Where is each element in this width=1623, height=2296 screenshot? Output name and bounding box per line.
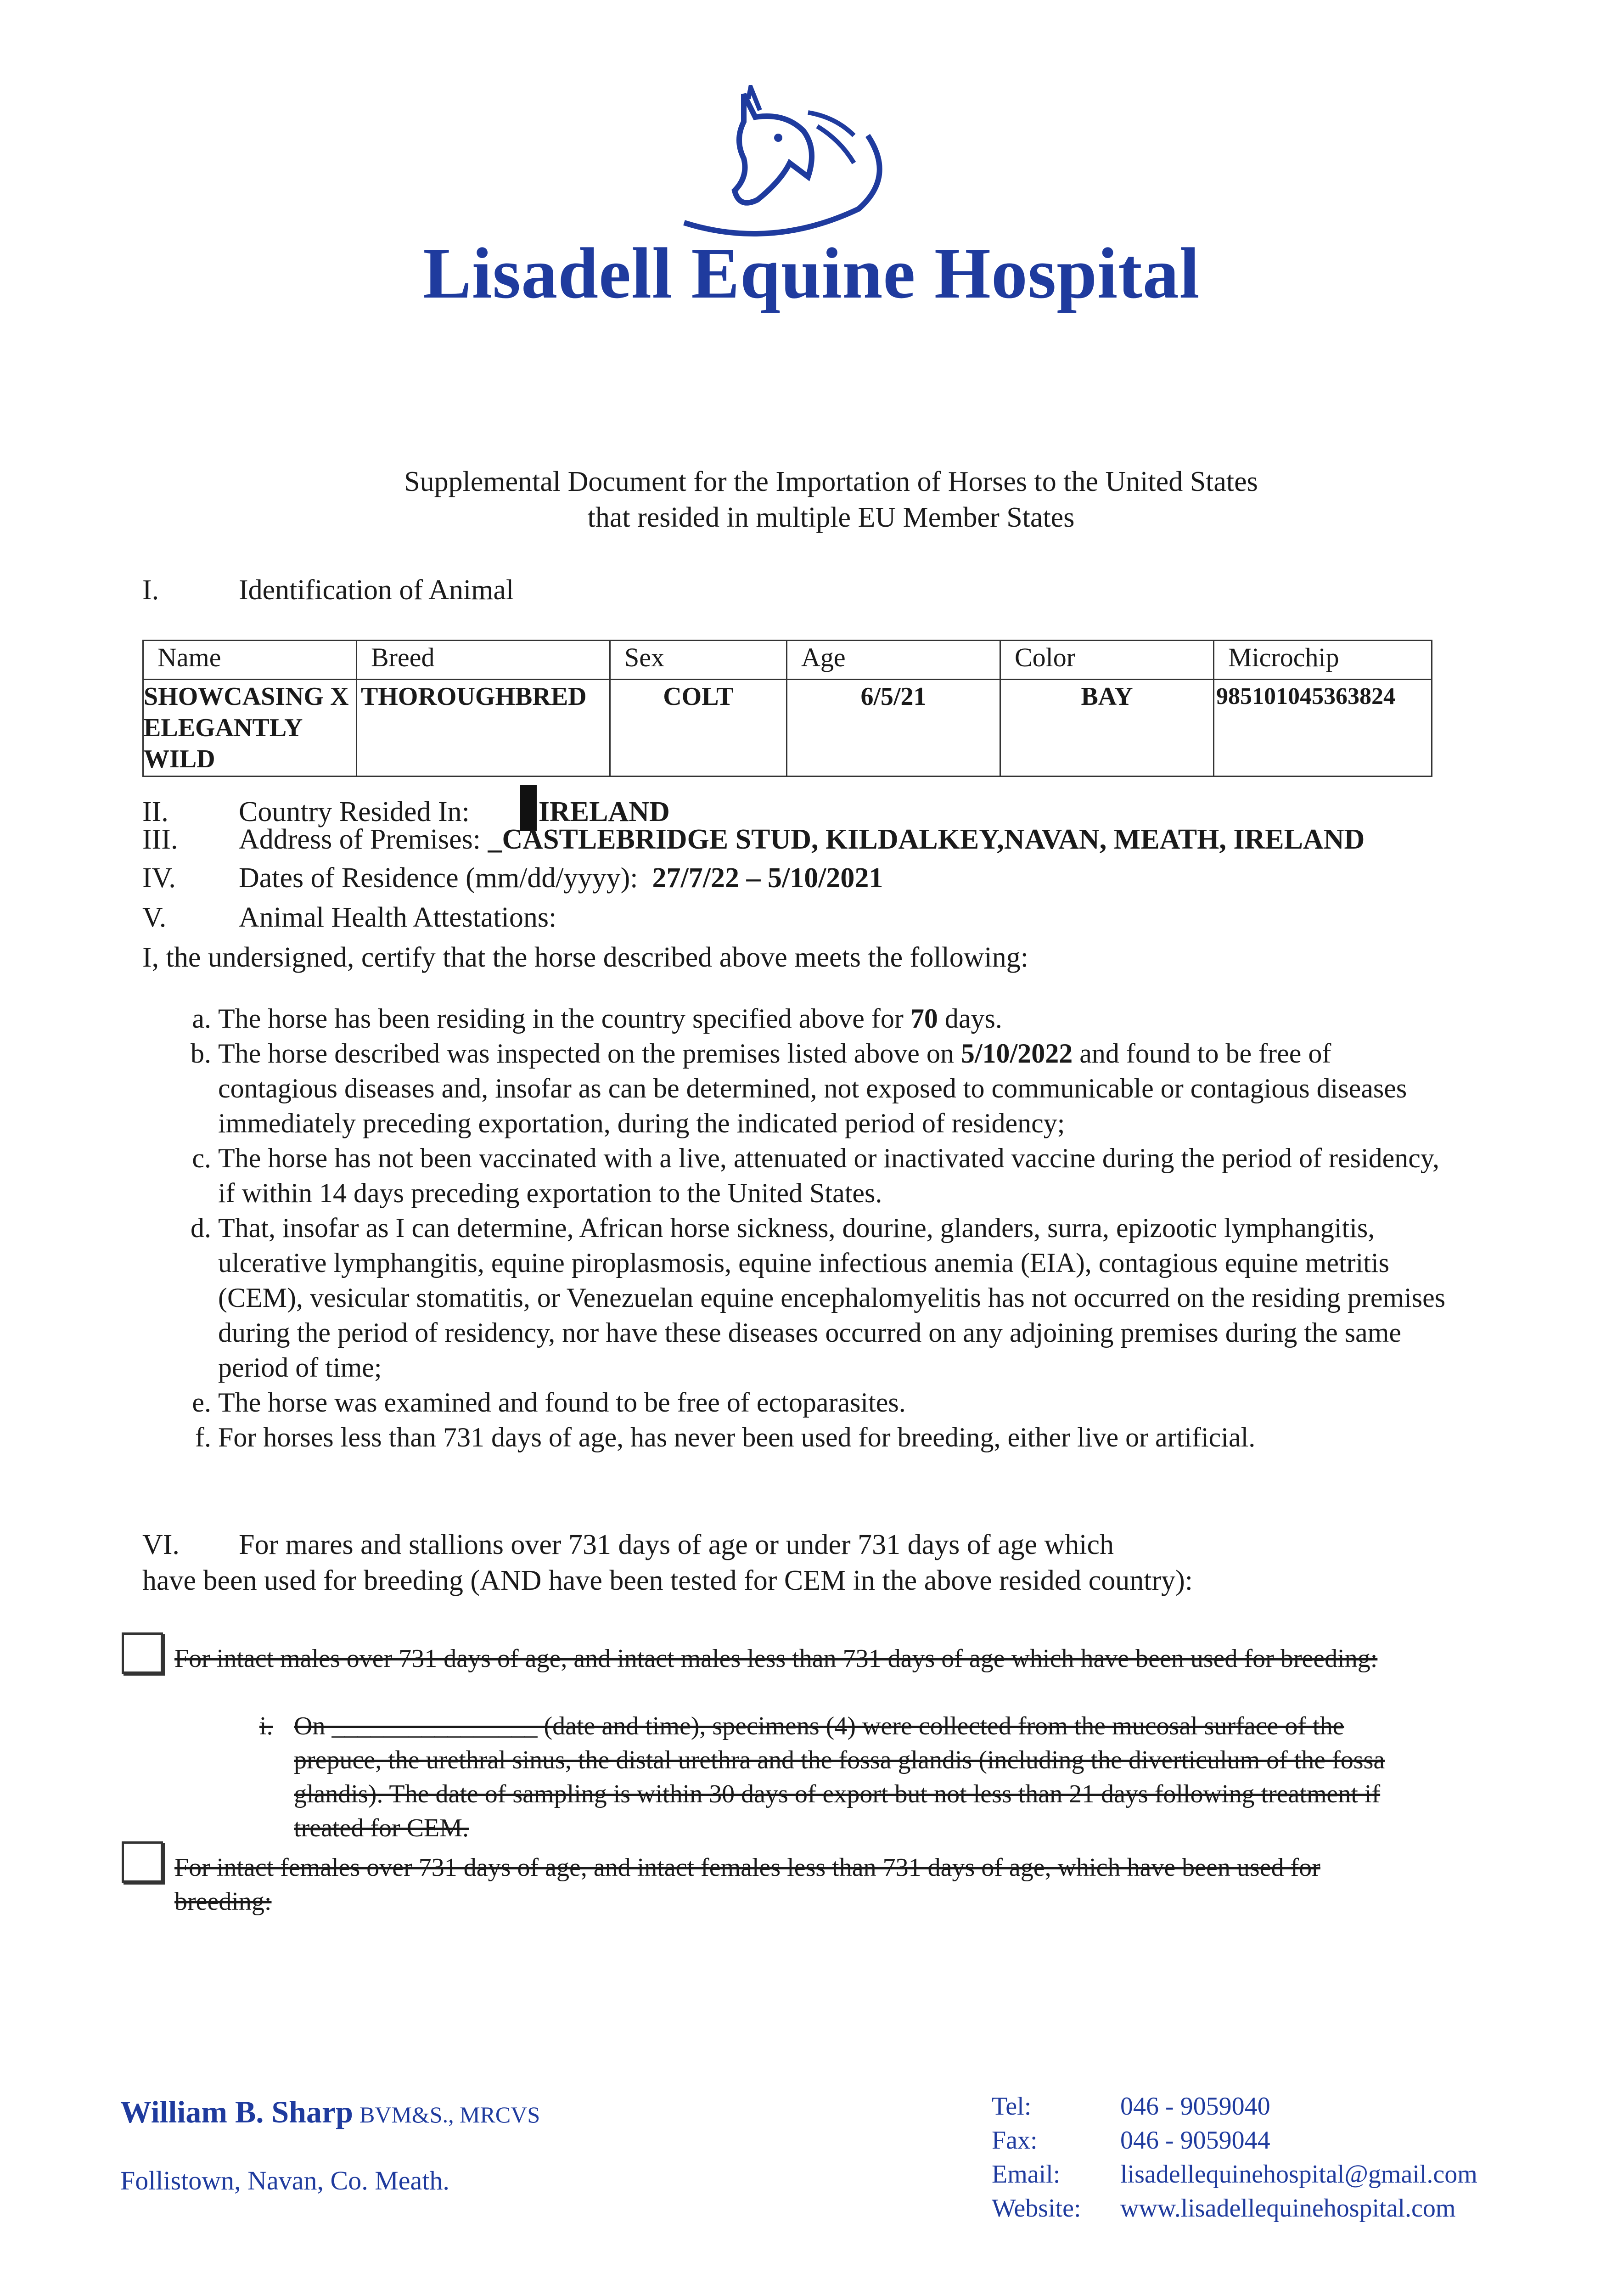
contact-value[interactable]: www.lisadellequinehospital.com [1120,2194,1456,2223]
contact-fax [992,2123,1477,2157]
list-item: d. That, insofar as I can determine, African horse sickness, dourine, glanders, surra, epizootic lymphangitis, ulcerative lymphangitis, equine piroplasmosis, equine infectious anemia (EIA), contagious equine metritis (CEM), vesicular stomatitis, or Venezuelan equine encephalomyelitis has not occurred on the residing premises during the period of residency, nor have these diseases occurred on any adjoining premises during the same period of time; [218,1210,1449,1385]
section-numeral: IV. [142,862,176,894]
vet-name-text: William B. Sharp [120,2094,353,2129]
contact-label: Tel: [992,2092,1032,2121]
section-numeral: II. [142,796,168,827]
list-item: e. The horse was examined and found to be free of ectoparasites. [218,1385,1449,1420]
header-sex: Sex [610,641,787,680]
contact-label: Fax: [992,2126,1038,2155]
hospital-name: Lisadell Equine Hospital [423,233,1200,314]
title-line-2: that resided in multiple EU Member States [587,502,1075,533]
country-label: Country Resided In: [239,796,470,827]
health-attestations-line [142,901,556,934]
table-row [143,680,1432,777]
section-numeral: V. [142,902,167,933]
list-item: c. The horse has not been vaccinated with a live, attenuated or inactivated vaccine during the period of residency, if within 14 days preceding exportation to the United States. [218,1141,1449,1210]
section-numeral: I. [142,574,159,606]
contact-email [992,2157,1477,2191]
address-line [142,823,1365,856]
header-name: Name [143,641,357,680]
table-header-row [143,641,1432,680]
intact-males-option: For intact males over 731 days of age, and intact males less than 731 days of age which have been used for breeding: [174,1644,1378,1673]
attestations-label: Animal Health Attestations: [239,902,557,933]
contact-tel [992,2089,1477,2123]
title-line-1: Supplemental Document for the Importation of Horses to the United States [404,466,1258,497]
country-value: IRELAND [538,796,670,827]
list-item [218,1001,1449,1036]
section-breeding [142,1527,1410,1598]
hospital-address: Follistown, Navan, Co. Meath. [120,2166,449,2195]
list-item [218,1036,1449,1141]
vet-credentials: BVM&S., MRCVS [359,2102,540,2127]
attestations-list [174,1001,1449,1455]
cell-breed: THOROUGHBRED [357,680,610,777]
contact-value: 046 - 9059044 [1120,2126,1270,2155]
cell-age: 6/5/21 [787,680,1000,777]
dates-value: 27/7/22 – 5/10/2021 [652,862,883,894]
header-age: Age [787,641,1000,680]
intact-females-option: For intact females over 731 days of age, and intact females less than 731 days of age, which have been used for breeding: [174,1853,1320,1916]
contact-label: Email: [992,2160,1061,2189]
section-vi-text-1: For mares and stallions over 731 days of age or under 731 days of age which [239,1529,1114,1560]
list-item: f. For horses less than 731 days of age, has never been used for breeding, either live or artificial. [218,1420,1449,1455]
cell-color: BAY [1000,680,1214,777]
contact-block [992,2089,1477,2225]
animal-identification-table [142,640,1432,777]
header-color: Color [1000,641,1214,680]
cell-microchip: 985101045363824 [1214,680,1432,777]
intact-females-checkbox[interactable] [122,1841,163,1883]
horse-head-logo-icon [680,85,891,241]
dates-label: Dates of Residence (mm/dd/yyyy): [239,862,638,894]
cell-sex: COLT [610,680,787,777]
section-numeral: VI. [142,1529,180,1560]
section-numeral: III. [142,824,178,855]
dates-of-residence-line [142,862,883,895]
section-identification [142,574,514,607]
male-specimen-clause: On ________________ (date and time), specimens (4) were collected from the mucosal surface of the prepuce, the urethral sinus, the distal urethra and the fossa glandis (including the diverticulum of the fossa glandis). The date of sampling is within 30 days of export but not less than 21 days following treatment if treated for CEM. [294,1712,1385,1842]
male-sub-numeral: i. [259,1712,273,1740]
header-breed: Breed [357,641,610,680]
attest-b-end: and found to be free of contagious diseases and, insofar as can be determined, not exposed to communicable or contagious diseases immediately preceding exportation, during the indicated period of residency; [218,1038,1407,1138]
hospital-logo [680,85,891,241]
section-vi-line-2: have been used for breeding (AND have been tested for CEM in the above resided country): [142,1565,1193,1596]
contact-website [992,2191,1477,2225]
attest-a-text: The horse has been residing in the country specified above for [218,1003,910,1034]
attest-b-date: 5/10/2022 [960,1038,1073,1069]
intact-males-checkbox[interactable] [122,1632,163,1674]
contact-value[interactable]: lisadellequinehospital@gmail.com [1120,2160,1477,2189]
header-microchip: Microchip [1214,641,1432,680]
attest-a-days: 70 [910,1003,938,1034]
document-title [0,464,1623,535]
address-value: _CASTLEBRIDGE STUD, KILDALKEY,NAVAN, MEATH, IRELAND [488,824,1365,855]
contact-value: 046 - 9059040 [1120,2092,1270,2121]
attest-b-text: The horse described was inspected on the premises listed above on [218,1038,961,1069]
attest-a-end: days. [938,1003,1002,1034]
certify-statement: I, the undersigned, certify that the horse described above meets the following: [142,942,1028,973]
contact-label: Website: [992,2194,1081,2223]
address-label: Address of Premises: [239,824,481,855]
cell-name: SHOWCASING X ELEGANTLY WILD [143,680,357,777]
section-label: Identification of Animal [239,574,514,606]
section-vi-line-1 [142,1527,1410,1563]
veterinarian-name [120,2094,540,2130]
